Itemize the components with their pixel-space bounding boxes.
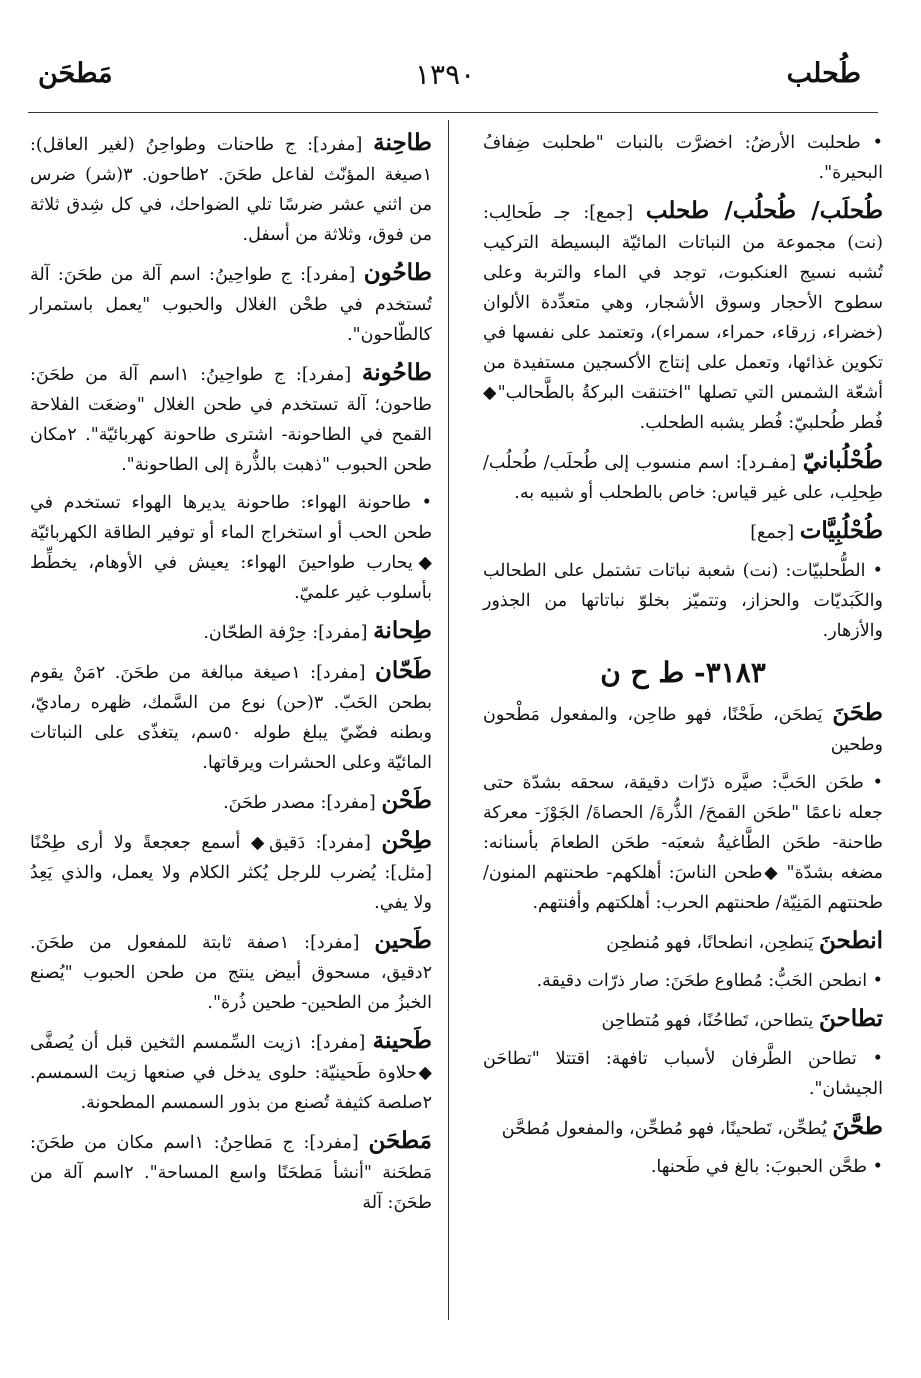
- entry-headword: طاحِنة: [373, 129, 432, 156]
- dictionary-entry: [483, 1004, 883, 1036]
- dictionary-entry: [483, 926, 883, 958]
- entry-definition: • طحلبت الأرضُ: اخضرَّت بالنبات "طحلبت ضِفافُ البحيرة".: [483, 133, 883, 183]
- entry-definition: [مفرد]: ج طواحِينُ: اسم آلة من طحَنَ: آلة تُستخدم في طحْن الغلال والحبوب "يعمل باستمرار كالطّاحون".: [30, 265, 432, 345]
- header-right-guideword: طُحلب: [786, 58, 861, 89]
- dictionary-entry: [30, 128, 432, 250]
- entry-definition: يَطحَن، طَحْنًا، فهو طاحِن، والمفعول مَطْحون وطحين: [483, 705, 883, 755]
- entry-definition: • تطاحن الطَّرفان لأسباب تافهة: اقتتلا "تطاحَن الجيشان".: [483, 1049, 883, 1099]
- right-column: [483, 128, 883, 1190]
- entry-definition: • الطُّحلبيّات: (نت) شعبة نباتات تشتمل على الطحالب والكَبَديّات والحزاز، وتتميّز بخلوّ نباتاتها من الجذور والأزهار.: [483, 561, 883, 641]
- root-section-heading: ٣١٨٣- ط ح ن: [600, 656, 766, 689]
- header-rule: [28, 112, 878, 113]
- dictionary-entry: [483, 966, 883, 996]
- entry-definition: [مفرد]: ١زيت السِّمسم الثخين قبل أن يُصفَّى ◆حلاوة طَحينيّة: حلوى يدخل في صنعها زيت السمسم. ٢صلصة كثيفة تُصنع من بذور السمسم المطحونة.: [30, 1033, 432, 1113]
- dictionary-entry: [483, 128, 883, 188]
- entry-definition: • طحَّن الحبوبَ: بالغ في طَحنها.: [650, 1157, 883, 1177]
- dictionary-entry: [483, 556, 883, 646]
- column-separator: [448, 120, 449, 1320]
- entry-headword: طَحْن: [381, 787, 432, 814]
- dictionary-entry: [30, 826, 432, 918]
- entry-headword: طاحُون: [363, 259, 432, 286]
- entry-definition: [مفرد]: ١صيغة مبالغة من طحَنَ. ٢مَنْ يقوم بطحن الحَبّ. ٣(حن) نوع من السَّمك، ظهره رماديّ، وبطنه فضّيّ يبلغ طوله ٥٠سم، يتغذّى على النباتات المائيّة وعلى الحشرات ويرقاتها.: [30, 663, 432, 773]
- dictionary-entry: [30, 1126, 432, 1218]
- dictionary-entry: [30, 358, 432, 480]
- dictionary-entry: [483, 1112, 883, 1144]
- entry-definition: [مفرد]: حِرْفة الطحّان.: [203, 623, 368, 643]
- entry-definition: • طاحونة الهواء: طاحونة يديرها الهواء تستخدم في طحن الحب أو استخراج الماء أو توفير الطاقة الكهربائيّة ◆يحارب طواحينَ الهواء: يعيش في الأوهام، يخطِّط بأسلوب غير علميّ.: [30, 493, 432, 603]
- entry-headword: طاحُونة: [361, 359, 433, 386]
- header-left-guideword: مَطحَن: [38, 58, 113, 89]
- entry-headword: طحَنَ: [832, 699, 883, 726]
- entry-definition: [مفرد]: ١صفة ثابتة للمفعول من طحَنَ. ٢دقيق، مسحوق أبيض ينتج من طحن الحبوب "يُصنع الخبزُ من الطحين- طحين ذُرة".: [30, 933, 432, 1013]
- page-number: ١٣٩٠: [415, 58, 476, 91]
- dictionary-entry: [483, 698, 883, 760]
- entry-definition: [جمع]: جـ طَحالِب: (نت) مجموعة من النباتات المائيّة البسيطة التركيب تُشبه نسيج العنكبوت، توجد في الماء والتربة وعلى سطوح الأحجار وسوق الأشجار، وهي متعدِّدة الألوان (خضراء، زرقاء، حمراء، سمراء)، وتعتمد على نفسها في تكوين غذائها، وتعمل على إنتاج الأكسجين مستفيدة من أشعّة الشمس التي تصلها "اختنقت البركةُ بالطَّحالب"◆ فُطر طُحلبيّ: فُطر يشبه الطحلب.: [483, 203, 883, 433]
- dictionary-entry: [483, 768, 883, 918]
- entry-definition: [مفرد]: ج مَطاحِنُ: ١اسم مكان من طحَنَ: مَطحَنة "أنشأ مَطحَنًا واسع المساحة". ٢اسم آلة من طحَنَ: آلة: [30, 1133, 432, 1213]
- dictionary-entry: [30, 258, 432, 350]
- dictionary-entry: [483, 196, 883, 438]
- dictionary-entry: [30, 616, 432, 648]
- dictionary-entry: [30, 656, 432, 778]
- entry-headword: طَحّان: [374, 657, 432, 684]
- entry-definition: [مفرد]: ج طاحنات وطواحِنُ (لغير العاقل): ١صيغة المؤنّث لفاعل طحَنَ. ٢طاحون. ٣(شر) ضرس من اثني عشر ضرسًا تلي الضواحك، في كل شِدق ثلاثة من فوق، وثلاثة من أسفل.: [30, 135, 432, 245]
- dictionary-entry: [30, 926, 432, 1018]
- left-column: [30, 128, 432, 1226]
- entry-headword: طحَّنَ: [832, 1113, 883, 1140]
- entry-headword: طُحْلُبِيَّات: [799, 517, 883, 544]
- entry-headword: مَطحَن: [368, 1127, 432, 1154]
- entry-definition: [مفرد]: ج طواحِينُ: ١اسم آلة من طحَنَ: طاحون؛ آلة تستخدم في طحن الغلال "وضعَت الفلاحة القمح في الطاحونة- اشترى طاحونة كهربائيّة". ٢مكان طحن الحبوب "ذهبت بالذُّرة إلى الطاحونة".: [30, 365, 432, 475]
- dictionary-entry: [483, 1152, 883, 1182]
- entry-definition: [مفرد]: دَقيق◆ أسمع جعجعةً ولا أرى طِحْنًا [مثل]: يُضرب للرجل يُكثر الكلام ولا يعمل، والذي يَعِدُ ولا يفي.: [30, 833, 432, 913]
- entry-definition: يتطاحن، تَطاحُنًا، فهو مُتطاحِن: [601, 1011, 814, 1031]
- entry-headword: طِحانة: [373, 617, 432, 644]
- dictionary-entry: [483, 446, 883, 508]
- entry-headword: طُحْلُبانيّ: [802, 447, 883, 474]
- dictionary-entry: [30, 1026, 432, 1118]
- entry-headword: طُحلَب/ طُحلُب/ طحلب: [645, 197, 883, 224]
- entry-definition: • انطحن الحَبُّ: مُطاوع طحَنَ: صار ذرّات دقيقة.: [536, 971, 883, 991]
- entry-headword: طِحْن: [381, 827, 432, 854]
- entry-headword: انطحنَ: [818, 927, 883, 954]
- dictionary-entry: [483, 516, 883, 548]
- entry-headword: طَحين: [374, 927, 432, 954]
- entry-definition: [مفرد]: مصدر طحَنَ.: [223, 793, 376, 813]
- entry-definition: يُطحِّن، تَطحينًا، فهو مُطحِّن، والمفعول مُطحَّن: [501, 1119, 827, 1139]
- entry-headword: تطاحنَ: [818, 1005, 883, 1032]
- entry-definition: • طحَن الحَبَّ: صيَّره ذرّات دقيقة، سحقه بشدّة حتى جعله ناعمًا "طحَن القمحَ/ الذُّرةَ/ الحصاةَ/ الجَوْزَ- معركة طاحنة- طحَن الطَّاغيةُ شعبَه- طحَن الطعامَ بأسنانه: مضغه بشدّة" ◆طحن الناسَ: أهلكهم- طحنتهم المنون/ طحنتهم المَنِيّة/ طحنتهم الحرب: أهلكتهم وأفنتهم.: [483, 773, 883, 913]
- entry-definition: [جمع]: [750, 523, 795, 543]
- entry-headword: طَحينة: [372, 1027, 432, 1054]
- entry-definition: يَنطحِن، انطحانًا، فهو مُنطحِن: [606, 933, 814, 953]
- entry-definition: [مفـرد]: اسم منسوب إلى طُحلَب/ طُحلُب/ طِحلِب، على غير قياس: خاص بالطحلب أو شبيه به.: [483, 453, 883, 503]
- dictionary-entry: [30, 488, 432, 608]
- dictionary-entry: [483, 1044, 883, 1104]
- dictionary-entry: [30, 786, 432, 818]
